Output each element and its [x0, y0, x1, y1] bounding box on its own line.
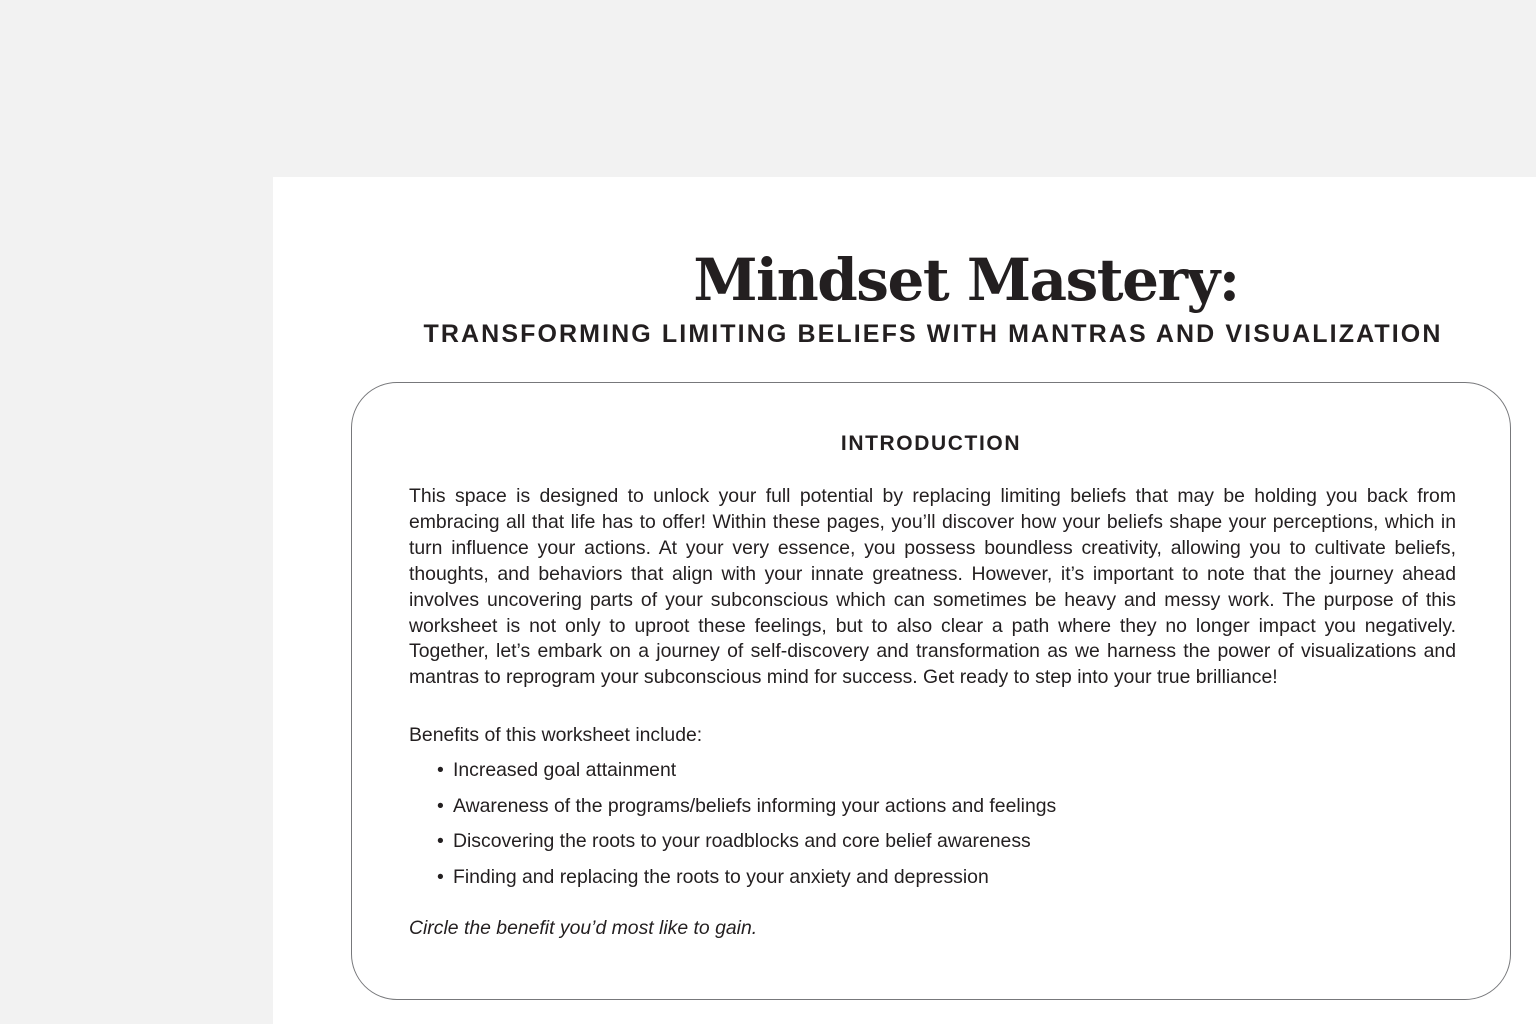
benefits-lead-text: Benefits of this worksheet include: — [409, 724, 703, 746]
benefit-item — [437, 864, 1056, 900]
bullet-icon: • — [437, 830, 444, 852]
benefit-item — [437, 757, 1056, 793]
document-title: Mindset Mastery: — [693, 246, 1239, 314]
bullet-icon: • — [437, 759, 444, 781]
benefit-item — [437, 793, 1056, 829]
introduction-paragraph: This space is designed to unlock your full potential by replacing limiting beliefs that may be holding you back from embracing all that life has to offer! Within these pages, you’ll discover how your beliefs shape your perceptions, which in turn influence your actions. At your very essence, you possess boundless creativity, allowing you to cultivate beliefs, thoughts, and behaviors that align with your innate greatness. However, it’s important to note that the journey ahead involves uncovering parts of your subconscious which can sometimes be heavy and messy work. The purpose of this worksheet is not only to uproot these feelings, but to also clear a path where they no longer impact you negatively. Together, let’s embark on a journey of self-discovery and transformation as we harness the power of visualizations and mantras to reprogram your subconscious mind for success. Get ready to step into your true brilliance! — [409, 485, 1456, 689]
bullet-icon: • — [437, 794, 444, 817]
benefit-text: Increased goal attainment — [453, 759, 677, 781]
introduction-heading: INTRODUCTION — [840, 432, 1022, 455]
benefit-text: Discovering the roots to your roadblocks and core belief awareness — [453, 830, 1031, 852]
benefit-text: Finding and replacing the roots to your anxiety and depression — [453, 865, 989, 888]
benefits-list — [437, 757, 1056, 899]
instruction-note: Circle the benefit you’d most like to gain. — [409, 917, 758, 939]
benefit-text: Awareness of the programs/beliefs informing your actions and feelings — [453, 794, 1057, 817]
benefit-item — [437, 828, 1056, 864]
document-subtitle: TRANSFORMING LIMITING BELIEFS WITH MANTRAS AND VISUALIZATION — [423, 320, 1443, 348]
bullet-icon: • — [437, 865, 444, 888]
